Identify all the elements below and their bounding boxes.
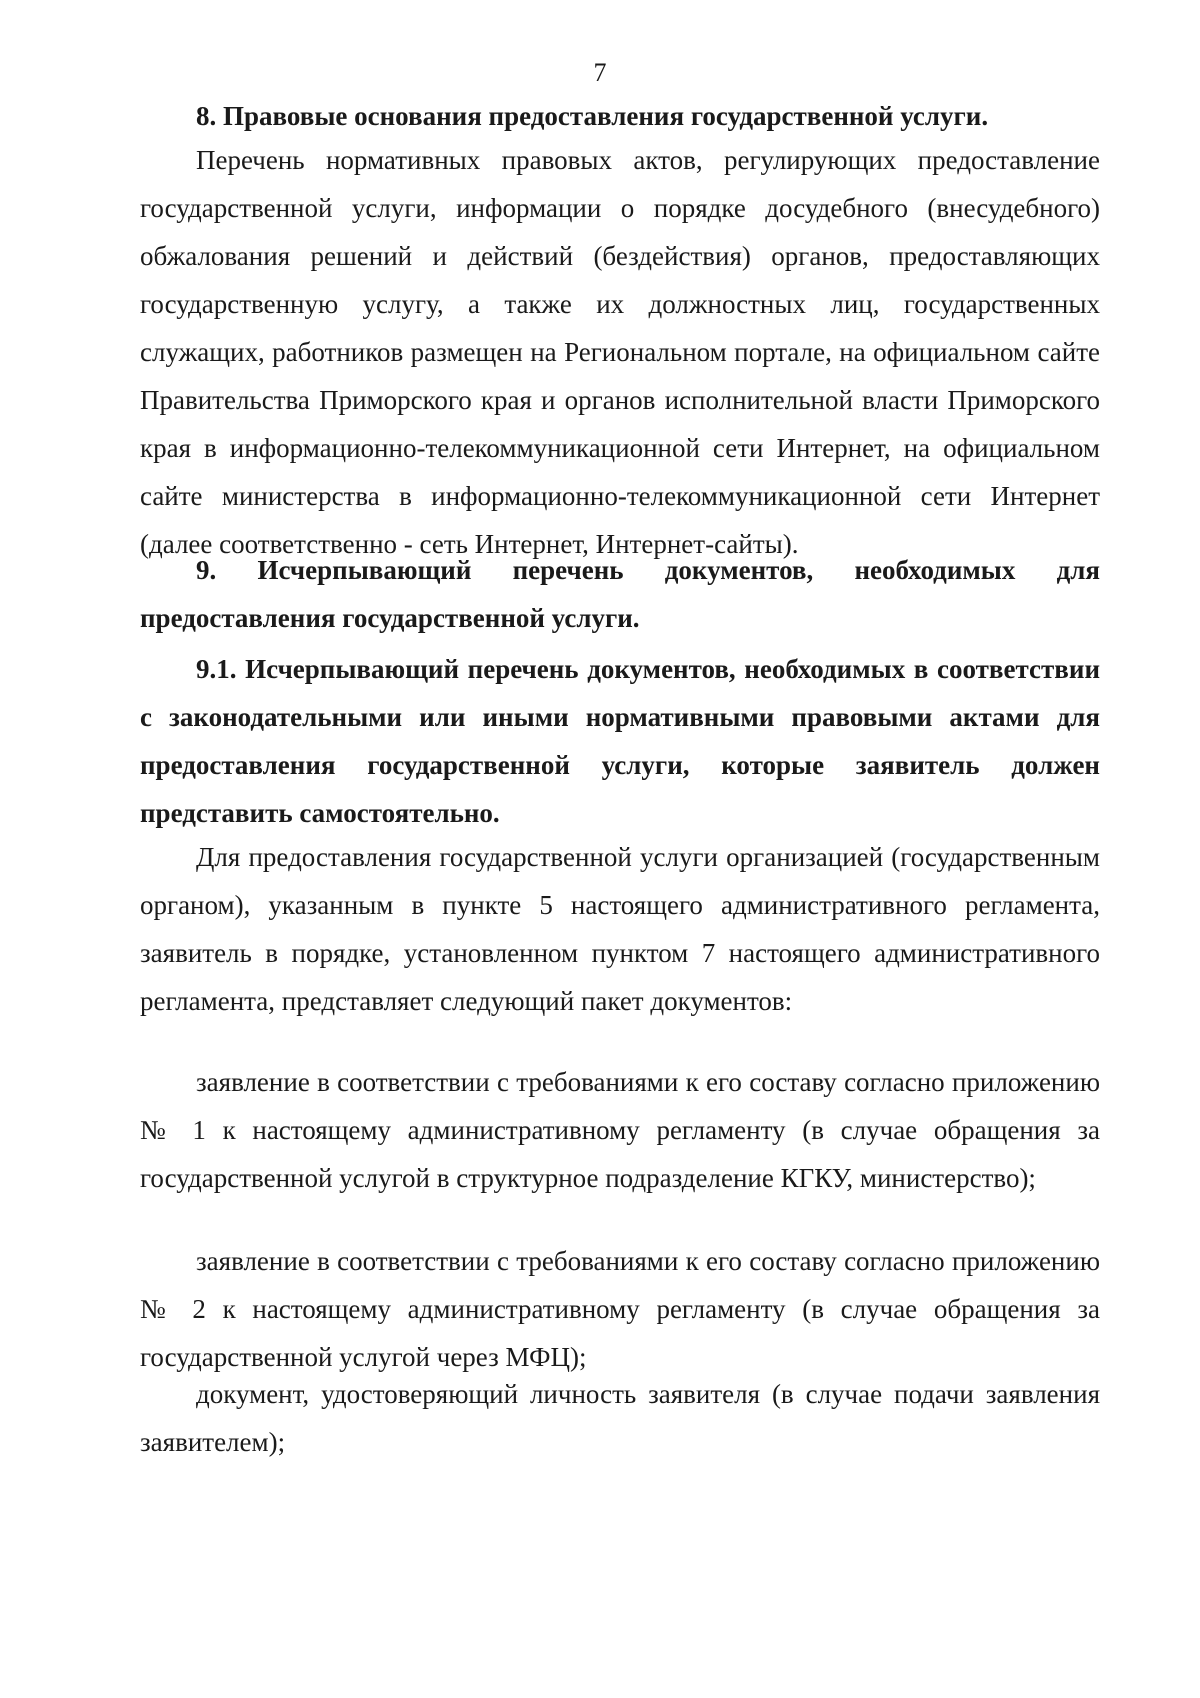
document-list-item: заявление в соответствии с требованиями к его составу согласно приложению № 2 к настоящему административному регламенту (в случае обращения за государственной услугой через МФЦ); <box>140 1246 1100 1372</box>
section-8-text: Перечень нормативных правовых актов, регулирующих предоставление государственной услуги, информации о порядке досудебного (внесудебного) обжалования решений и действий (бездействия) органов, предоставляющих государственную услугу, а также их должностных лиц, государственных служащих, работников размещен на Региональном портале, на официальном сайте Правительства Приморского края и органов исполнительной власти Приморского края в информационно-телекоммуникационной сети Интернет, на официальном сайте министерства в информационно-телекоммуникационной сети Интернет (далее соответственно - сеть Интернет, Интернет-сайты). <box>140 145 1100 559</box>
section-9-1-heading: 9.1. Исчерпывающий перечень документов, необходимых в соответствии с законодательными или иными нормативными правовыми актами для предоставления государственной услуги, которые заявитель должен представить самостоятельно. <box>140 654 1100 828</box>
section-8-heading: 8. Правовые основания предоставления государственной услуги. <box>196 101 989 131</box>
document-list-item: заявление в соответствии с требованиями к его составу согласно приложению № 1 к настоящему административному регламенту (в случае обращения за государственной услугой в структурное подразделение КГКУ, министерство); <box>140 1067 1100 1193</box>
section-9-heading: 9. Исчерпывающий перечень документов, необходимых для предоставления государственной услуги. <box>140 555 1100 633</box>
section-9-1-intro: Для предоставления государственной услуги организацией (государственным органом), указанным в пункте 5 настоящего административного регламента, заявитель в порядке, установленном пунктом 7 настоящего административного регламента, представляет следующий пакет документов: <box>140 842 1100 1016</box>
document-list-item: документ, удостоверяющий личность заявителя (в случае подачи заявления заявителем); <box>140 1379 1100 1457</box>
page-number: 7 <box>593 58 607 87</box>
